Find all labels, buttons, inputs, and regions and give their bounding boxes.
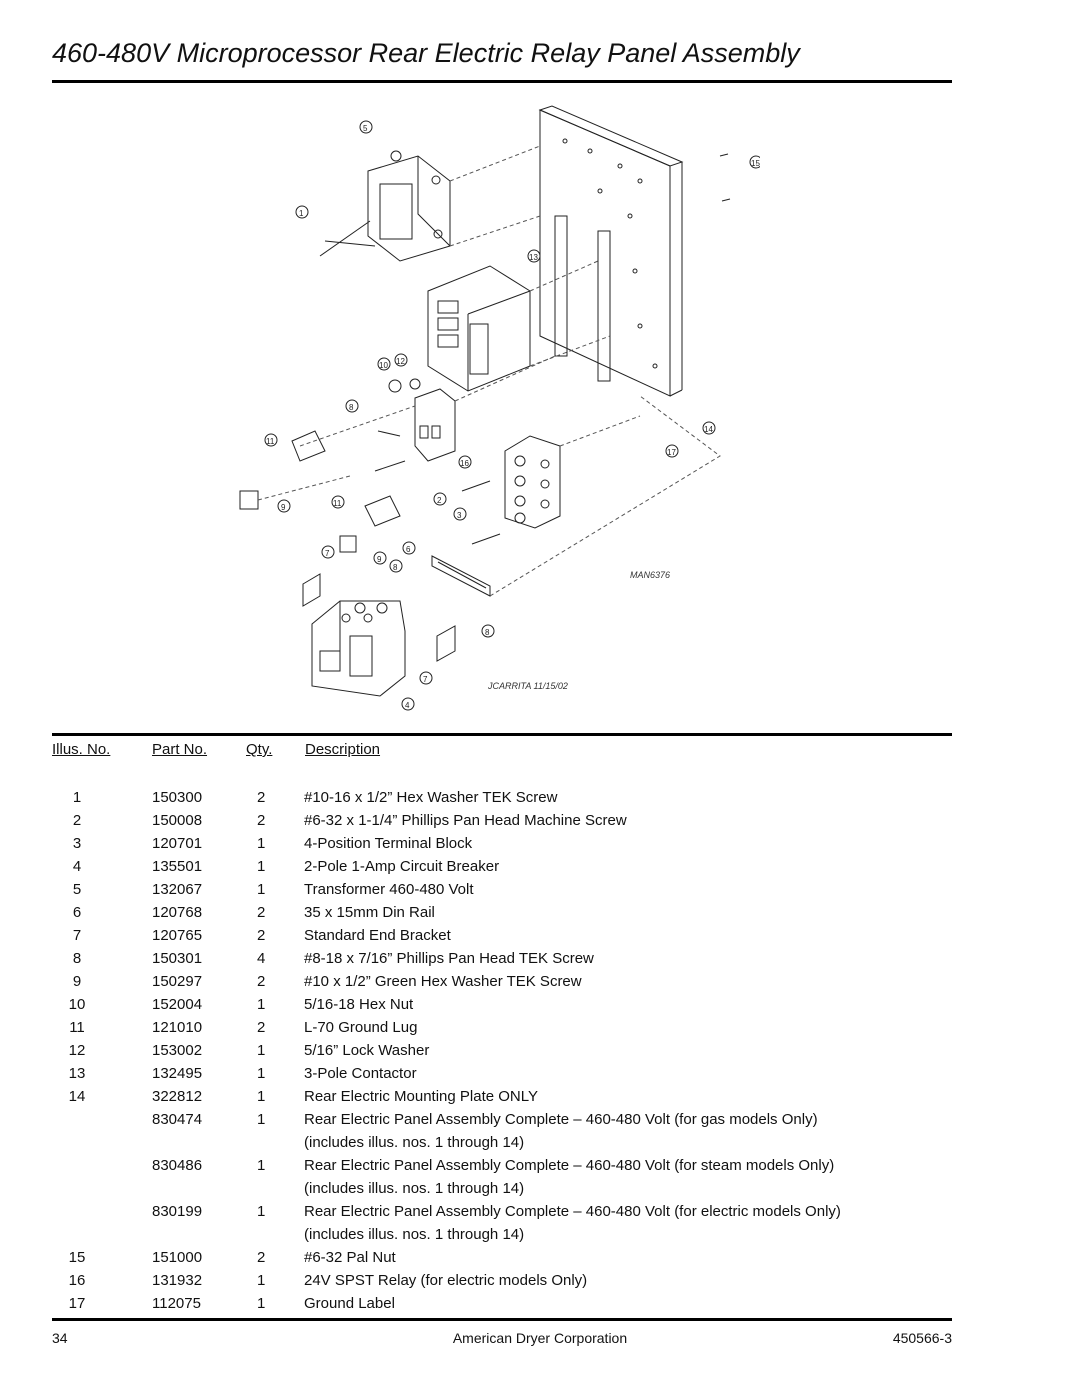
exploded-assembly-diagram — [200, 96, 760, 720]
table-row — [52, 1108, 952, 1131]
table-row — [52, 993, 952, 1016]
illus-no-cell: 2 — [72, 812, 82, 829]
callout-label: 8 — [485, 628, 490, 637]
part-no-cell: 131932 — [152, 1272, 203, 1289]
table-row — [52, 947, 952, 970]
table-row-continuation — [52, 1131, 952, 1154]
qty-cell: 1 — [257, 835, 266, 852]
illus-no-cell: 10 — [68, 996, 86, 1013]
callout-label: 11 — [333, 499, 342, 508]
description-continuation-cell: (includes illus. nos. 1 through 14) — [304, 1180, 525, 1197]
part-no-cell: 830474 — [152, 1111, 203, 1128]
description-cell: #6-32 Pal Nut — [304, 1249, 396, 1266]
part-no-cell: 135501 — [152, 858, 203, 875]
qty-cell: 2 — [257, 904, 266, 921]
parts-table — [52, 786, 952, 1315]
callout-label: 5 — [363, 124, 368, 133]
part-no-cell: 121010 — [152, 1019, 203, 1036]
callout-label: 11 — [266, 437, 275, 446]
callout-label: 14 — [704, 425, 713, 434]
fasteners — [240, 154, 730, 552]
table-row — [52, 1246, 952, 1269]
part-no-cell: 153002 — [152, 1042, 203, 1059]
description-cell: Standard End Bracket — [304, 927, 451, 944]
company-name: American Dryer Corporation — [452, 1330, 628, 1346]
illus-no-cell: 3 — [72, 835, 82, 852]
assembly-lines — [258, 146, 720, 596]
page-number: 34 — [52, 1330, 68, 1346]
qty-cell: 1 — [257, 1157, 266, 1174]
callout-label: 2 — [437, 496, 442, 505]
contactor — [428, 266, 530, 391]
callout-label: 15 — [751, 159, 760, 168]
illus-no-cell: 4 — [72, 858, 82, 875]
table-row — [52, 1062, 952, 1085]
part-no-cell: 112075 — [152, 1295, 201, 1312]
part-no-cell: 120768 — [152, 904, 203, 921]
qty-cell: 4 — [257, 950, 266, 967]
description-cell: #8-18 x 7/16” Phillips Pan Head TEK Screw — [304, 950, 594, 967]
callout-label: 17 — [667, 448, 676, 457]
qty-cell: 1 — [257, 1065, 266, 1082]
callout-label: 7 — [423, 675, 428, 684]
qty-cell: 2 — [257, 927, 266, 944]
illus-no-cell: 12 — [68, 1042, 86, 1059]
table-row — [52, 786, 952, 809]
diagram-svg — [200, 96, 760, 720]
callout-label: 6 — [406, 545, 411, 554]
table-row — [52, 1039, 952, 1062]
header-illus-no: Illus. No. — [52, 741, 111, 758]
table-row — [52, 855, 952, 878]
callouts — [265, 121, 760, 710]
table-row-continuation — [52, 1223, 952, 1246]
qty-cell: 1 — [257, 1111, 266, 1128]
page-title: 460-480V Microprocessor Rear Electric Relay Panel Assembly — [52, 38, 800, 68]
transformer — [368, 151, 450, 261]
description-cell: Ground Label — [304, 1295, 395, 1312]
qty-cell: 2 — [257, 1019, 266, 1036]
callout-label: 8 — [349, 403, 354, 412]
header-qty: Qty. — [246, 741, 273, 758]
table-row-continuation — [52, 1177, 952, 1200]
description-cell: 5/16-18 Hex Nut — [304, 996, 414, 1013]
table-row — [52, 1269, 952, 1292]
qty-cell: 2 — [257, 973, 266, 990]
description-cell: Transformer 460-480 Volt — [304, 881, 474, 898]
table-top-rule — [52, 733, 952, 736]
table-row — [52, 901, 952, 924]
table-row — [52, 809, 952, 832]
part-no-cell: 150297 — [152, 973, 203, 990]
qty-cell: 2 — [257, 812, 266, 829]
part-no-cell: 132495 — [152, 1065, 203, 1082]
qty-cell: 1 — [257, 996, 266, 1013]
header-part-no: Part No. — [152, 741, 208, 758]
circuit-breaker — [312, 601, 405, 696]
table-row — [52, 1292, 952, 1315]
mounting-plate — [540, 106, 682, 396]
title-rule — [52, 80, 952, 83]
illus-no-cell: 15 — [68, 1249, 86, 1266]
qty-cell: 1 — [257, 1042, 266, 1059]
part-no-cell: 132067 — [152, 881, 203, 898]
illus-no-cell: 13 — [68, 1065, 86, 1082]
table-row — [52, 970, 952, 993]
qty-cell: 2 — [257, 1249, 266, 1266]
callout-label: 13 — [529, 253, 538, 262]
description-continuation-cell: (includes illus. nos. 1 through 14) — [304, 1134, 525, 1151]
table-row — [52, 878, 952, 901]
table-row — [52, 1154, 952, 1177]
table-row — [52, 1085, 952, 1108]
part-no-cell: 152004 — [152, 996, 203, 1013]
qty-cell: 1 — [257, 881, 266, 898]
illus-no-cell: 14 — [68, 1088, 86, 1105]
qty-cell: 1 — [257, 1272, 266, 1289]
drafter-stamp: JCARRITA 11/15/02 — [488, 681, 568, 691]
illus-no-cell: 9 — [72, 973, 82, 990]
callout-label: 10 — [379, 361, 388, 370]
part-no-cell: 830199 — [152, 1203, 203, 1220]
description-cell: 3-Pole Contactor — [304, 1065, 417, 1082]
description-cell: #6-32 x 1-1/4” Phillips Pan Head Machine Screw — [304, 812, 627, 829]
qty-cell: 1 — [257, 858, 266, 875]
table-row — [52, 1200, 952, 1223]
part-no-cell: 120701 — [152, 835, 203, 852]
description-cell: Rear Electric Panel Assembly Complete – 460-480 Volt (for steam models Only) — [304, 1157, 835, 1174]
part-no-cell: 830486 — [152, 1157, 203, 1174]
illus-no-cell: 5 — [72, 881, 82, 898]
table-row — [52, 832, 952, 855]
din-rail — [432, 556, 490, 596]
callout-label: 9 — [377, 555, 382, 564]
footer-rule — [52, 1318, 952, 1321]
table-row — [52, 924, 952, 947]
description-cell: 4-Position Terminal Block — [304, 835, 473, 852]
illus-no-cell: 6 — [72, 904, 82, 921]
illus-no-cell: 8 — [72, 950, 82, 967]
part-no-cell: 151000 — [152, 1249, 203, 1266]
illus-no-cell: 16 — [68, 1272, 86, 1289]
illus-no-cell: 1 — [72, 789, 82, 806]
callout-label: 7 — [325, 549, 330, 558]
description-cell: Rear Electric Mounting Plate ONLY — [304, 1088, 538, 1105]
qty-cell: 1 — [257, 1088, 266, 1105]
end-brackets — [303, 574, 455, 661]
description-cell: Rear Electric Panel Assembly Complete – 460-480 Volt (for gas models Only) — [304, 1111, 818, 1128]
description-cell: Rear Electric Panel Assembly Complete – 460-480 Volt (for electric models Only) — [304, 1203, 841, 1220]
callout-label: 16 — [460, 459, 469, 468]
callout-label: 9 — [281, 503, 286, 512]
document-number: 450566-3 — [892, 1330, 952, 1346]
qty-cell: 2 — [257, 789, 266, 806]
callout-label: 8 — [393, 563, 398, 572]
description-cell: L-70 Ground Lug — [304, 1019, 418, 1036]
terminal-block — [505, 436, 560, 528]
callout-label: 4 — [405, 701, 410, 710]
part-no-cell: 150008 — [152, 812, 203, 829]
qty-cell: 1 — [257, 1203, 266, 1220]
callout-label: 1 — [299, 209, 304, 218]
description-cell: 2-Pole 1-Amp Circuit Breaker — [304, 858, 500, 875]
description-cell: 35 x 15mm Din Rail — [304, 904, 435, 921]
part-no-cell: 150301 — [152, 950, 203, 967]
qty-cell: 1 — [257, 1295, 266, 1312]
description-cell: 24V SPST Relay (for electric models Only) — [304, 1272, 588, 1289]
description-cell: 5/16” Lock Washer — [304, 1042, 430, 1059]
description-cell: #10-16 x 1/2” Hex Washer TEK Screw — [304, 789, 558, 806]
illus-no-cell: 17 — [68, 1295, 86, 1312]
table-row — [52, 1016, 952, 1039]
callout-label: 12 — [396, 357, 405, 366]
illus-no-cell: 7 — [72, 927, 82, 944]
part-no-cell: 120765 — [152, 927, 203, 944]
callout-label: 3 — [457, 511, 462, 520]
header-description: Description — [305, 741, 381, 758]
part-no-cell: 322812 — [152, 1088, 203, 1105]
drawing-number: MAN6376 — [630, 570, 671, 580]
relay — [415, 389, 455, 461]
description-continuation-cell: (includes illus. nos. 1 through 14) — [304, 1226, 525, 1243]
illus-no-cell: 11 — [69, 1019, 85, 1036]
description-cell: #10 x 1/2” Green Hex Washer TEK Screw — [304, 973, 582, 990]
part-no-cell: 150300 — [152, 789, 203, 806]
